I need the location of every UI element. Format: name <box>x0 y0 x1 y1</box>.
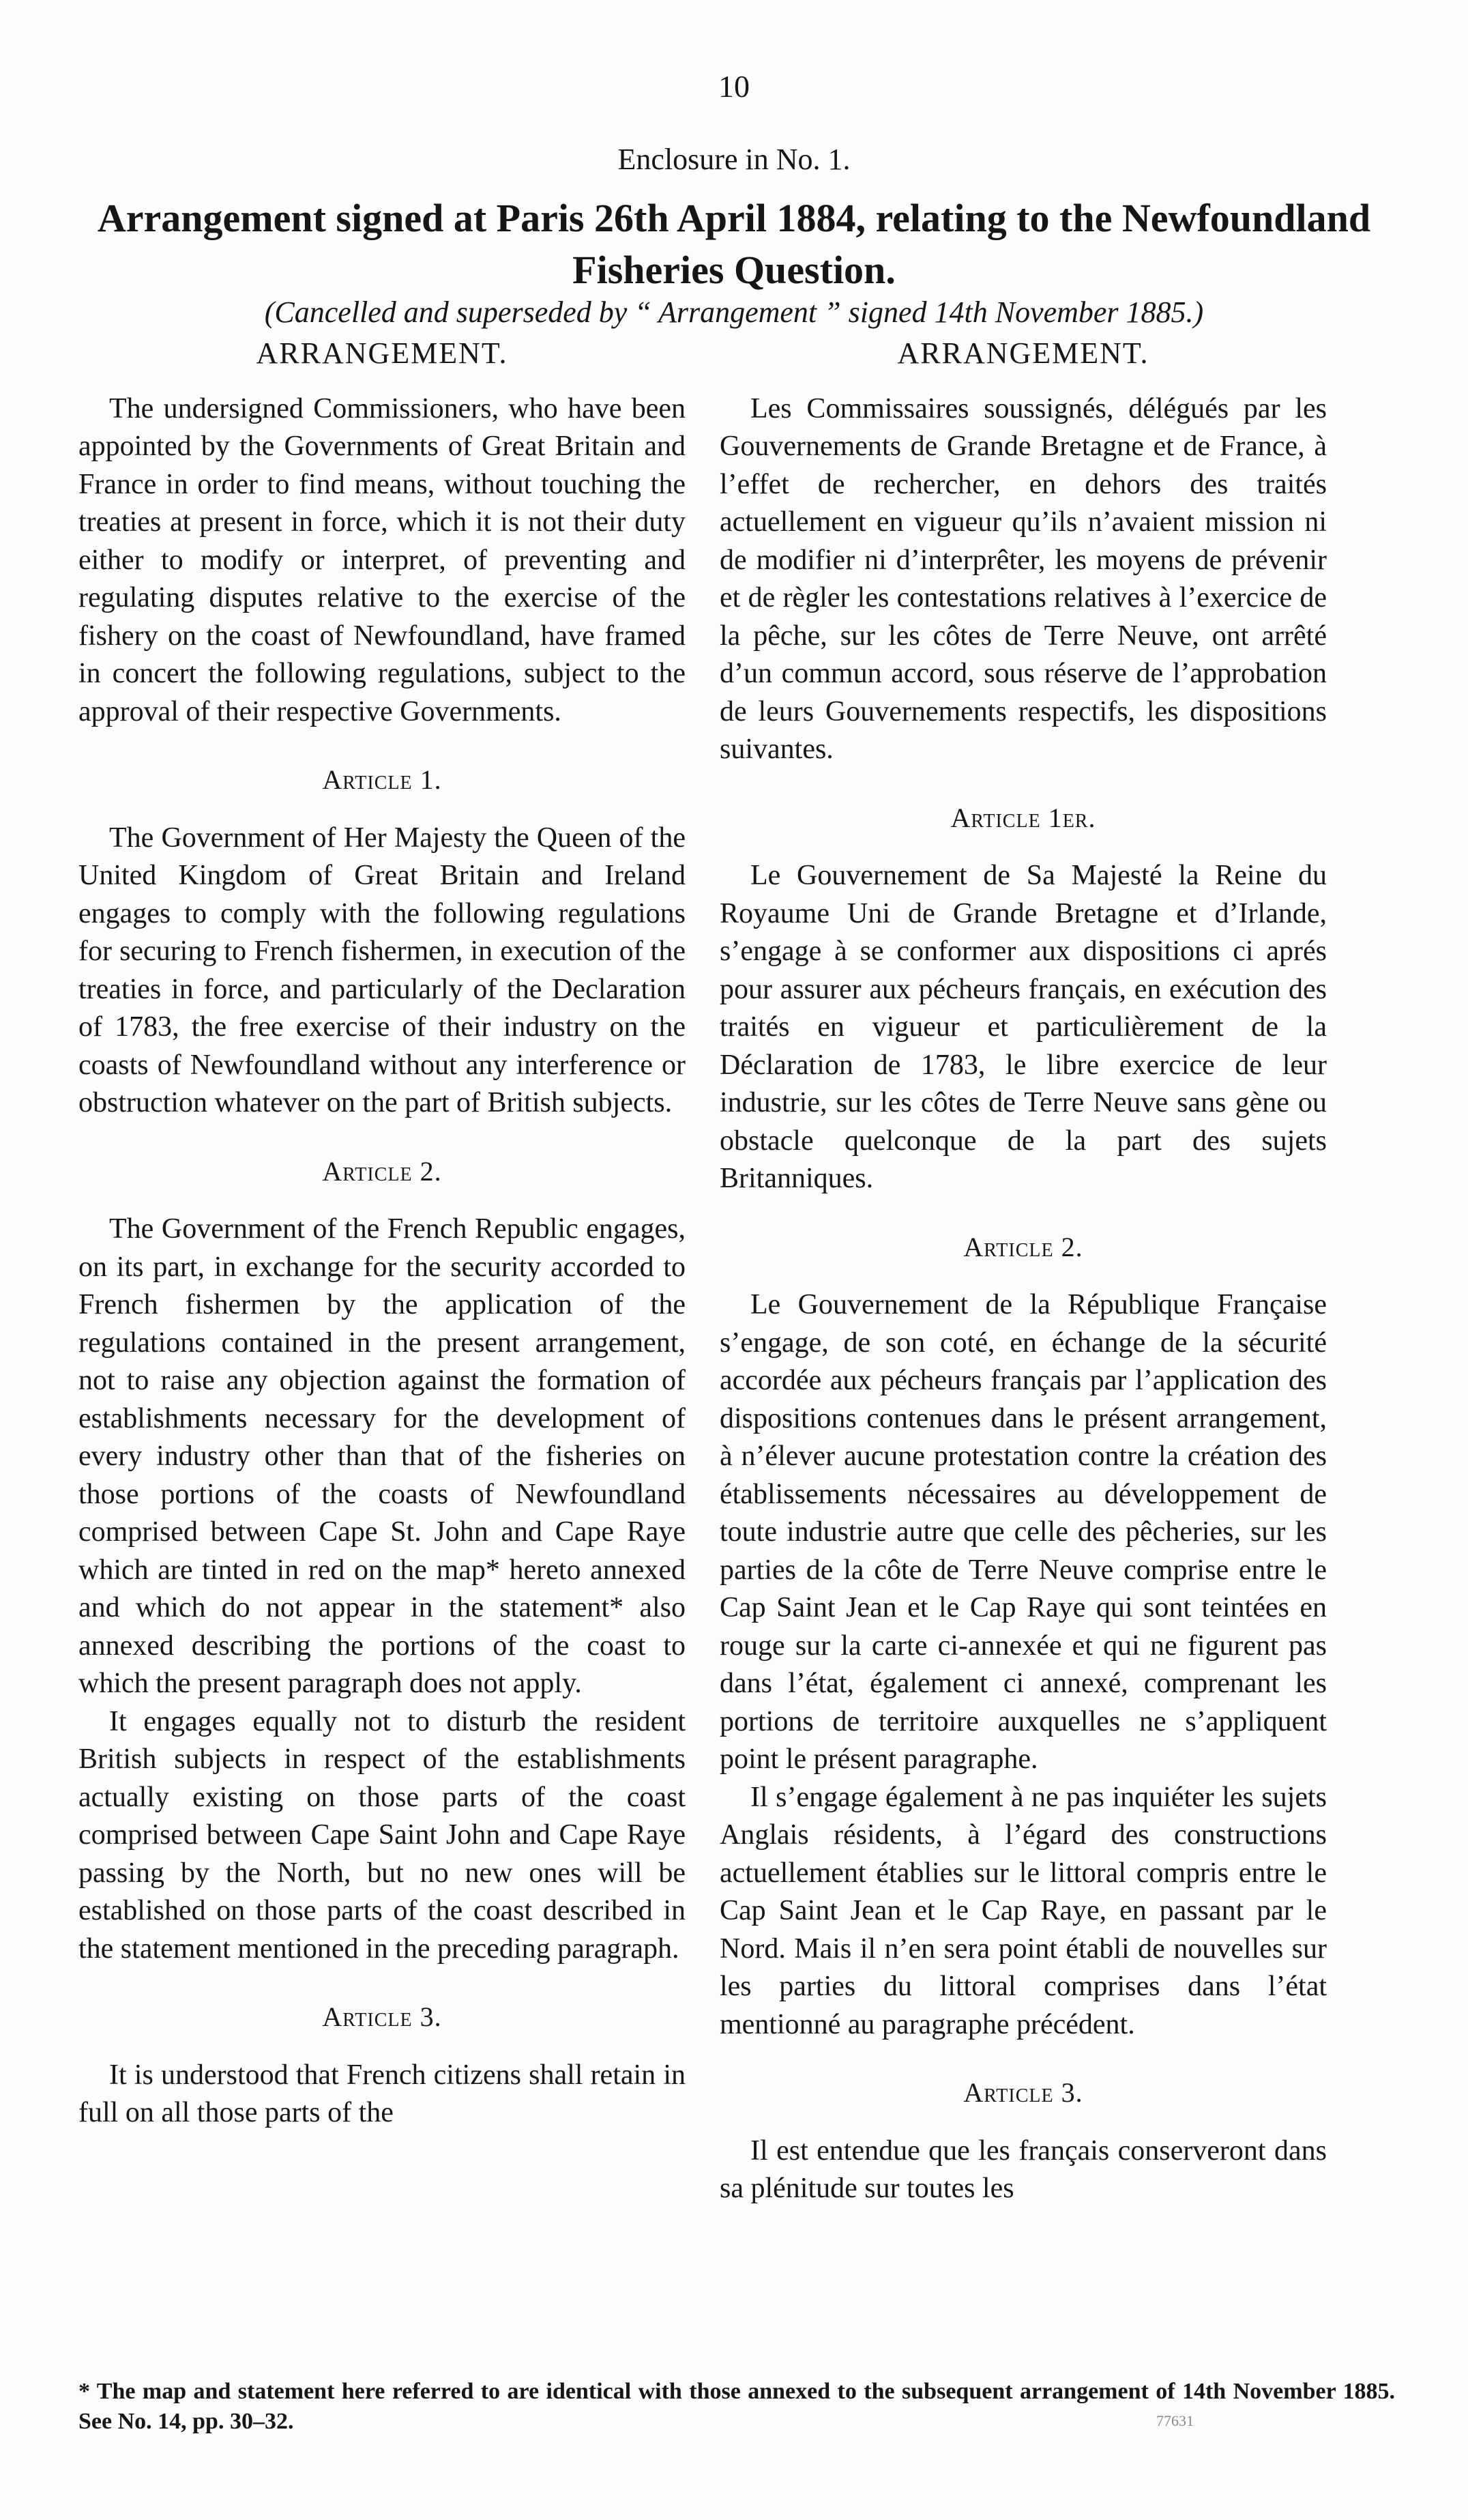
english-article3-text: It is understood that French citizens shall retain in full on all those parts of the <box>78 2059 686 2128</box>
english-preamble: The undersigned Commissioners, who have been appointed by the Governments of Great Britain and France in order to find means, without touching the treaties at present in force, which it is not their duty either to modify or interpret, of preventing and regulating disputes relative to the exercise of the fishery on the coast of Newfoundland, have framed in concert the following regulations, subject to the approval of their respective Governments. <box>78 392 686 727</box>
english-column <box>78 334 686 2132</box>
english-article3-heading: Article 3. <box>322 2001 442 2032</box>
page-title: Arrangement signed at Paris 26th April 1884, relating to the Newfoundland Fisheries Question. <box>97 196 1371 292</box>
french-article2-paragraph1: Le Gouvernement de la République Française s’engage, de son coté, en échange de la sécurité accordée aux pécheurs français par l’application des dispositions contenues dans le présent arrangement, à n’élever aucune protestation contre la création des établissements nécessaires au développement de toute industrie autre que celle des pêcheries, sur les parties de la côte de Terre Neuve comprise entre le Cap Saint Jean et le Cap Raye qui sont teintées en rouge sur la carte ci-annexée et qui ne figurent pas dans l’état, également ci annexé, comprenant les portions de territoire auxquelles ne s’appliquent point le présent paragraphe. <box>720 1289 1327 1775</box>
french-article1-text: Le Gouvernement de Sa Majesté la Reine du Royaume Uni de Grande Bretagne et d’Irlande, s’engage à se conformer aux dispositions ci aprés pour assurer aux pécheurs français, en exécution des traités en vigueur et particulièrement de la Déclaration de 1783, le libre exercice de leur industrie, sur les côtes de Terre Neuve sans gène ou obstacle quelconque de la part des sujets Britanniques. <box>720 860 1327 1194</box>
french-column <box>720 334 1327 2208</box>
page-number: 10 <box>718 69 750 104</box>
french-heading: ARRANGEMENT. <box>897 336 1149 370</box>
print-stamp: 77631 <box>1156 2412 1194 2429</box>
french-article3-text: Il est entendue que les français conserveront dans sa plénitude sur toutes les <box>720 2134 1327 2204</box>
english-article2-paragraph1: The Government of the French Republic engages, on its part, in exchange for the security accorded to French fishermen by the application of the regulations contained in the present arrangement, not to raise any objection against the formation of establishments necessary for the development of every industry other than that of the fisheries on those portions of the coasts of Newfoundland comprised between Cape St. John and Cape Raye which are tinted in red on the map* hereto annexed and which do not appear in the statement* also annexed describing the portions of the coast to which the present paragraph does not apply. <box>78 1213 686 1699</box>
english-article1-heading: Article 1. <box>322 764 442 795</box>
english-article2-paragraph2: It engages equally not to disturb the resident British subjects in respect of the establishments actually existing on those parts of the coast comprised between Cape Saint John and Cape Raye passing by the North, but no new ones will be established on those parts of the coast described in the statement mentioned in the preceding paragraph. <box>78 1705 686 1965</box>
enclosure-label: Enclosure in No. 1. <box>617 143 851 176</box>
page-subtitle: (Cancelled and superseded by “ Arrangement ” signed 14th November 1885.) <box>264 295 1204 329</box>
footnote: * The map and statement here referred to are identical with those annexed to the subsequent arrangement of 14th November 1885. See No. 14, pp. 30–32. <box>78 2379 1395 2434</box>
french-article2-paragraph2: Il s’engage également à ne pas inquiéter les sujets Anglais résidents, à l’égard des constructions actuellement établies sur le littoral compris entre le Cap Saint Jean et le Cap Raye, en passant par le Nord. Mais il n’en sera point établi de nouvelles sur les parties du littoral comprises dans l’état mentionné au paragraphe précédent. <box>720 1781 1327 2040</box>
english-article1-text: The Government of Her Majesty the Queen of the United Kingdom of Great Britain and Ireland engages to comply with the following regulations for securing to French fishermen, in execution of the treaties in force, and particularly of the Declaration of 1783, the free exercise of their industry on the coasts of Newfoundland without any interference or obstruction whatever on the part of British subjects. <box>78 822 686 1118</box>
french-article2-heading: Article 2. <box>963 1231 1083 1262</box>
english-article2-heading: Article 2. <box>322 1155 442 1187</box>
french-article1-heading: Article 1er. <box>950 802 1096 833</box>
french-article3-heading: Article 3. <box>963 2077 1083 2108</box>
english-heading: ARRANGEMENT. <box>256 336 508 370</box>
french-preamble: Les Commissaires soussignés, délégués par les Gouvernements de Grande Bretagne et de France, à l’effet de rechercher, en dehors des traités actuellement en vigueur qu’ils n’avaient mission ni de modifier ni d’interprêter, les moyens de prévenir et de règler les contestations relatives à l’exercice de la pêche, sur les côtes de Terre Neuve, ont arrêté d’un commun accord, sous réserve de l’approbation de leurs Gouvernements respectifs, les dispositions suivantes. <box>720 392 1327 765</box>
